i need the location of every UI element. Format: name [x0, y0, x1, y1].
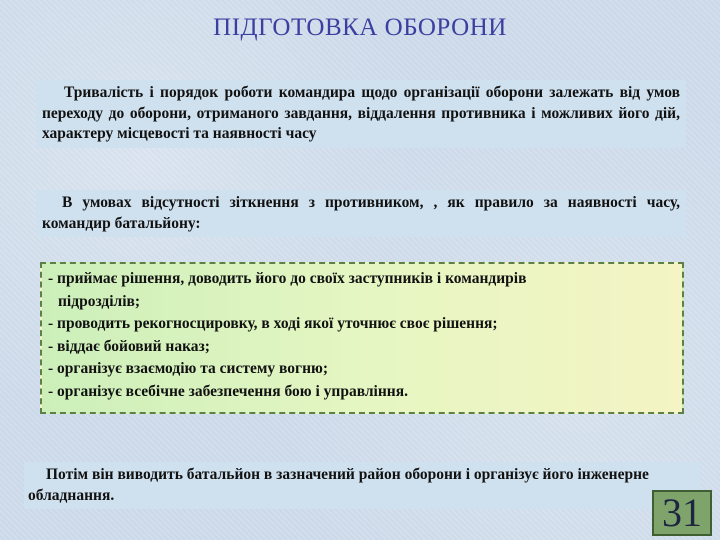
commander-actions-list — [40, 262, 684, 414]
slide-title: ПІДГОТОВКА ОБОРОНИ — [213, 14, 507, 41]
duration-paragraph: Тривалість і порядок роботи командира щодо організації оборони залежать від умов переходу до оборони, отриманого завдання, віддалення противника і можливих його дій, характеру місцевості та наявності часу — [36, 80, 686, 148]
list-item: - проводить рекогносцировку, в ході якої уточнює своє рішення; — [48, 315, 498, 332]
list-item: - організує взаємодію та систему вогню; — [48, 360, 329, 377]
list-item: - віддає бойовий наказ; — [48, 337, 210, 355]
conditions-paragraph — [36, 190, 686, 237]
page-number: 31 — [652, 490, 712, 536]
list-item: - організує всебічне забезпечення бою і управління. — [48, 382, 408, 400]
conclusion-paragraph: Потім він виводить батальйон в зазначений район оборони і організує його інженерне обладнання. — [24, 462, 700, 509]
list-item: - приймає рішення, доводить його до своїх заступників і командирів — [48, 270, 527, 287]
list-item: підрозділів; — [58, 292, 141, 310]
conditions-text: В умовах відсутності зіткнення з противником, , як правило за наявності часу, командир батальйону: — [42, 194, 680, 232]
